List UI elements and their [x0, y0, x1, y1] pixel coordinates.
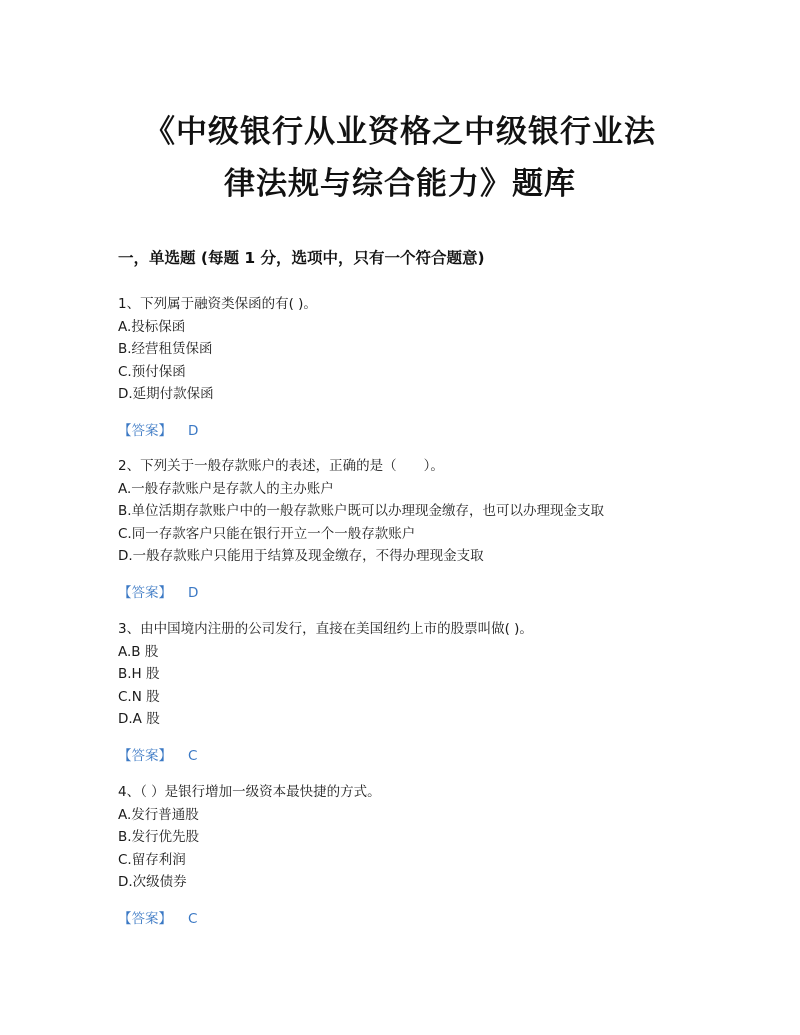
question-stem: 2、下列关于一般存款账户的表述，正确的是（ ）。 — [118, 458, 444, 474]
section-heading: 一，单选题 (每题 1 分，选项中，只有一个符合题意) — [118, 249, 485, 267]
option-a: A.投标保函 — [118, 318, 186, 335]
answer-line — [118, 908, 718, 930]
option-a: A.B 股 — [118, 643, 159, 660]
question-2 — [118, 455, 718, 604]
answer-line — [118, 745, 718, 767]
answer-value: D — [188, 584, 199, 601]
answer-value: C — [188, 747, 198, 764]
question-stem: 3、由中国境内注册的公司发行，直接在美国纽约上市的股票叫做( )。 — [118, 621, 533, 637]
question-3 — [118, 618, 718, 767]
question-stem: 1、下列属于融资类保函的有( )。 — [118, 296, 317, 312]
document-title — [100, 106, 700, 210]
question-1 — [118, 293, 718, 442]
option-c: C.N 股 — [118, 688, 160, 705]
option-b: B.经营租赁保函 — [118, 341, 213, 357]
option-b: B.单位活期存款账户中的一般存款账户既可以办理现金缴存，也可以办理现金支取 — [118, 503, 605, 519]
answer-line — [118, 582, 718, 604]
option-a: A.发行普通股 — [118, 806, 199, 823]
answer-line — [118, 420, 718, 442]
option-a: A.一般存款账户是存款人的主办账户 — [118, 480, 334, 497]
answer-label: 【答案】 — [118, 584, 172, 601]
answer-label: 【答案】 — [118, 747, 172, 764]
question-4 — [118, 781, 718, 930]
option-b: B.发行优先股 — [118, 829, 200, 845]
question-stem: 4、（ ）是银行增加一级资本最快捷的方式。 — [118, 784, 381, 800]
answer-label: 【答案】 — [118, 910, 172, 927]
option-d: D.A 股 — [118, 711, 160, 727]
option-b: B.H 股 — [118, 666, 160, 682]
option-c: C.留存利润 — [118, 851, 186, 868]
option-d: D.一般存款账户只能用于结算及现金缴存，不得办理现金支取 — [118, 548, 484, 564]
option-c: C.预付保函 — [118, 363, 186, 380]
option-d: D.次级债券 — [118, 874, 187, 890]
option-c: C.同一存款客户只能在银行开立一个一般存款账户 — [118, 525, 416, 542]
title-line-2: 律法规与综合能力》题库 — [224, 166, 576, 202]
title-line-1: 《中级银行从业资格之中级银行业法 — [144, 114, 656, 150]
answer-value: D — [188, 422, 199, 439]
answer-label: 【答案】 — [118, 422, 172, 439]
answer-value: C — [188, 910, 198, 927]
option-d: D.延期付款保函 — [118, 386, 214, 402]
